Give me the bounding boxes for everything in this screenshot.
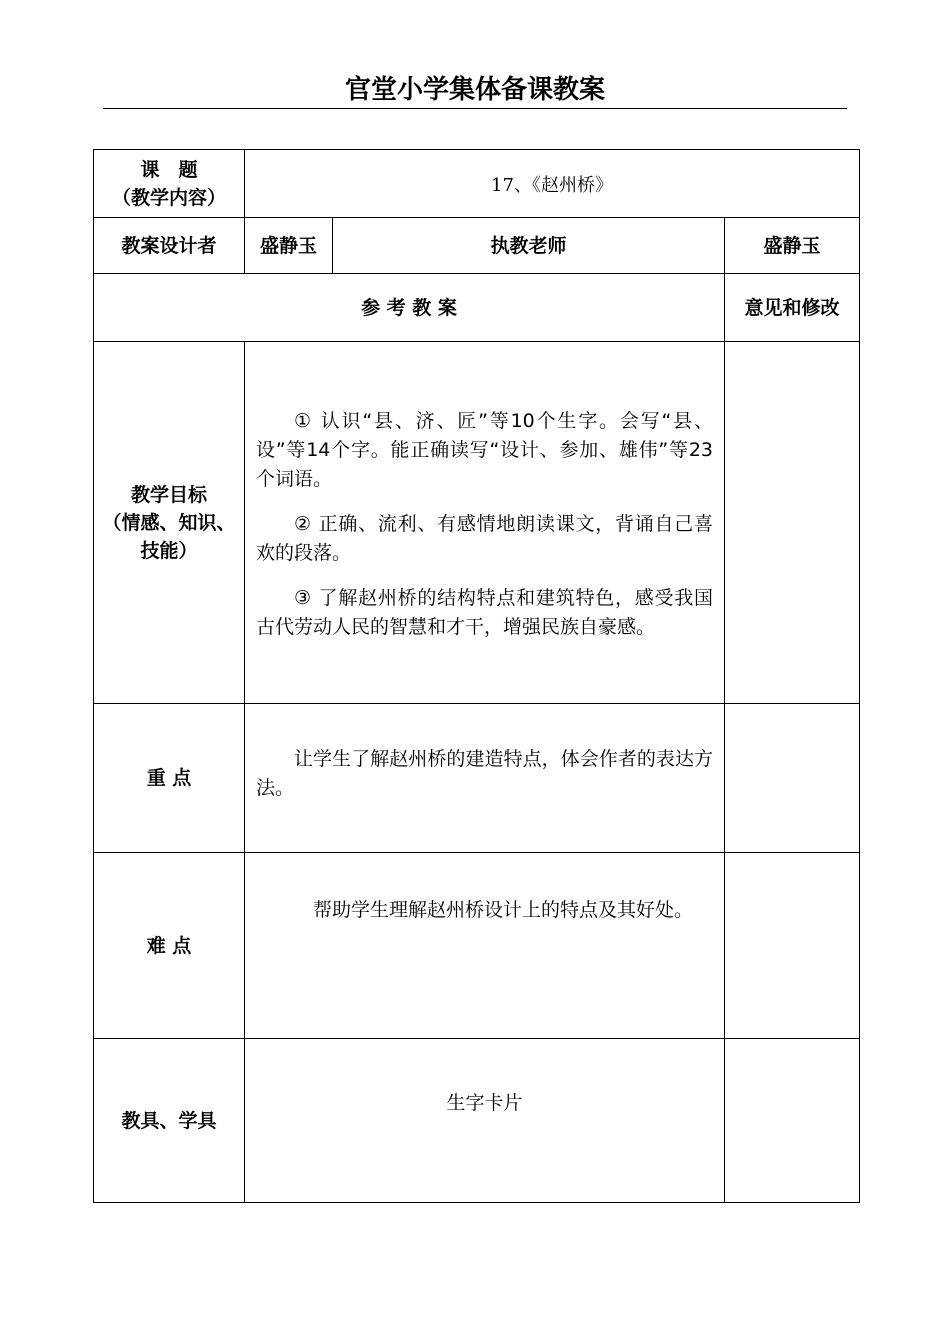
topic-row	[94, 150, 860, 218]
goals-label-line3: 技能）	[140, 539, 198, 562]
difficulty-text-wrap	[245, 853, 724, 925]
goal-item: ③ 了解赵州桥的结构特点和建筑特色，感受我国古代劳动人民的智慧和才干，增强民族自豪感。	[256, 587, 713, 638]
designer-label: 教案设计者	[94, 218, 245, 274]
topic-value: 17、《赵州桥》	[491, 174, 613, 196]
topic-label-line2: （教学内容）	[111, 186, 226, 209]
goals-label-line2: （情感、知识、	[102, 511, 236, 534]
tools-label: 教具、学具	[94, 1039, 245, 1203]
key-points-text: 让学生了解赵州桥的建造特点，体会作者的表达方法。	[256, 748, 713, 799]
tools-comments-cell	[725, 1039, 860, 1203]
goal-item: ② 正确、流利、有感情地朗读课文，背诵自己喜欢的段落。	[256, 513, 713, 564]
lesson-plan-table	[93, 149, 860, 1203]
difficulty-comments-cell	[725, 853, 860, 1039]
key-points-label: 重 点	[94, 704, 245, 853]
key-points-comments-cell	[725, 704, 860, 853]
goal-item: ① 认识“县、济、匠”等10个生字。会写“县、设”等14个字。能正确读写“设计、参加、雄伟”等23个词语。	[256, 410, 713, 490]
comments-label: 意见和修改	[725, 274, 860, 342]
page-title: 官堂小学集体备课教案	[103, 72, 847, 109]
teacher-value: 盛静玉	[725, 218, 860, 274]
difficulty-text: 帮助学生理解赵州桥设计上的特点及其好处。	[294, 899, 694, 921]
goals-label-line1: 教学目标	[130, 483, 207, 506]
reference-header-row	[94, 274, 860, 342]
designer-row	[94, 218, 860, 274]
teacher-label: 执教老师	[333, 218, 725, 274]
tools-row	[94, 1039, 860, 1203]
difficulty-row	[94, 853, 860, 1039]
tools-content-cell	[245, 1039, 725, 1203]
key-points-row	[94, 704, 860, 853]
topic-value-cell	[245, 150, 860, 218]
goals-row	[94, 342, 860, 704]
goals-text	[245, 403, 724, 642]
designer-value: 盛静玉	[245, 218, 333, 274]
reference-plan-label: 参 考 教 案	[94, 274, 725, 342]
goals-comments-cell	[725, 342, 860, 704]
goals-label	[94, 342, 245, 704]
tools-text: 生字卡片	[446, 1092, 523, 1114]
goals-content-cell	[245, 342, 725, 704]
difficulty-label: 难 点	[94, 853, 245, 1039]
key-points-text-wrap	[245, 704, 724, 803]
topic-label-line1: 课 题	[140, 158, 198, 181]
key-points-content-cell	[245, 704, 725, 853]
topic-label	[94, 150, 245, 218]
difficulty-content-cell	[245, 853, 725, 1039]
